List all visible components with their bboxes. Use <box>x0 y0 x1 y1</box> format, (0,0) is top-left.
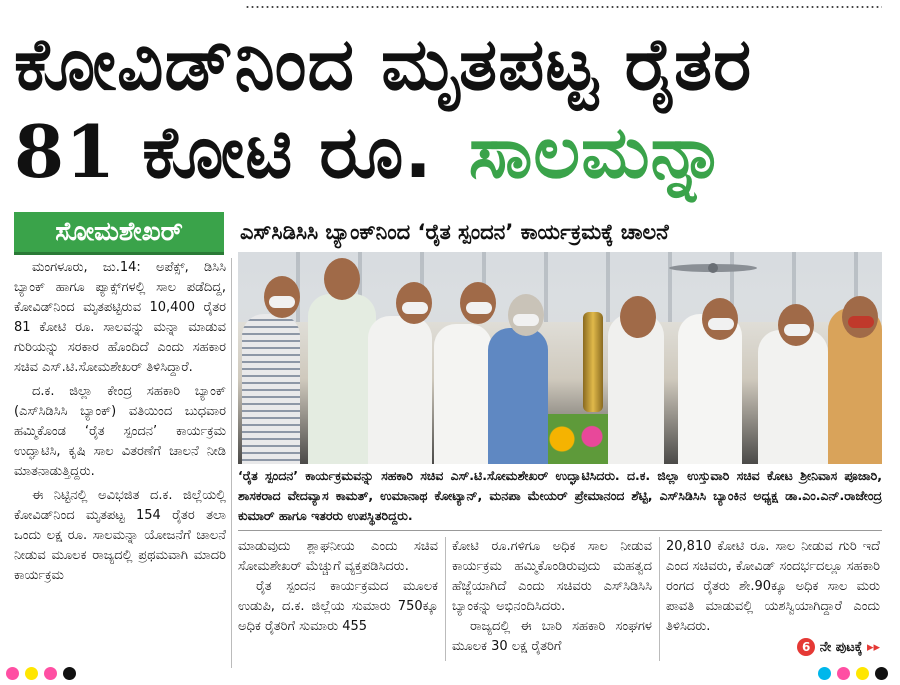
person-head <box>324 258 360 300</box>
person <box>758 330 828 464</box>
black-dot <box>875 667 888 680</box>
yellow-dot <box>25 667 38 680</box>
registration-marks-right <box>818 667 888 681</box>
headline-line-1: ಕೋವಿಡ್‌ನಿಂದ ಮೃತಪಟ್ಟ ರೈತರ <box>14 22 753 106</box>
ceiling-fan-icon <box>668 258 758 278</box>
page-number-badge: 6 <box>797 638 815 656</box>
headline-line-2 <box>14 104 886 200</box>
face-mask <box>269 296 295 308</box>
headline-loan-waiver: ಸಾಲಮನ್ನಾ <box>468 110 727 194</box>
article-column-3 <box>452 537 652 661</box>
person <box>434 324 492 464</box>
yellow-dot <box>856 667 869 680</box>
face-mask <box>466 302 492 314</box>
person-head <box>620 296 656 338</box>
event-photo <box>238 252 882 464</box>
paragraph: 20,810 ಕೋಟಿ ರೂ. ಸಾಲ ನೀಡುವ ಗುರಿ ಇದೆ ಎಂದ ಸಚಿವರು, ಕೋವಿಡ್ ಸಂದರ್ಭದಲ್ಲೂ ಸಹಕಾರಿ ರಂಗದ ರೈತರು ಶೇ.90ಕ್ಕೂ ಅಧಿಕ ಸಾಲ ಮರು ಪಾವತಿ ಮಾಡುವಲ್ಲಿ ಯಶಸ್ವಿಯಾಗಿದ್ದಾರೆ ಎಂದು ತಿಳಿಸಿದರು. <box>666 539 880 634</box>
article-column-2 <box>238 537 438 661</box>
column-divider <box>659 537 660 661</box>
column-divider <box>231 258 232 668</box>
person <box>488 328 548 464</box>
paragraph: ಈ ನಿಟ್ಟಿನಲ್ಲಿ ಅವಿಭಜಿತ ದ.ಕ. ಜಿಲ್ಲೆಯಲ್ಲಿ ಕೋವಿಡ್‌ನಿಂದ ಮೃತಪಟ್ಟ 154 ರೈತರ ತಲಾ ಒಂದು ಲಕ್ಷ ರೂ. ಸಾಲಮನ್ನಾ ಯೋಜನೆಗೆ ಚಾಲನೆ ನೀಡುವ ಮೂಲಕ ರಾಜ್ಯದಲ್ಲಿ ಪ್ರಥಮವಾಗಿ ಮಾದರಿ ಕಾರ್ಯಕ್ರಮ <box>14 488 226 583</box>
column-divider <box>445 537 446 661</box>
paragraph: ಕೋಟಿ ರೂ.ಗಳಿಗೂ ಅಧಿಕ ಸಾಲ ನೀಡುವ ಕಾರ್ಯಕ್ರಮ ಹಮ್ಮಿಕೊಂಡಿರುವುದು ಮಹತ್ವದ ಹೆಜ್ಜೆಯಾಗಿದೆ ಎಂದು ಸಚಿವರು ಎಸ್‌ಸಿಡಿಸಿಸಿ ಬ್ಯಾಂಕನ್ನು ಅಭಿನಂದಿಸಿದರು. <box>452 539 652 614</box>
paragraph: ದ.ಕ. ಜಿಲ್ಲಾ ಕೇಂದ್ರ ಸಹಕಾರಿ ಬ್ಯಾಂಕ್ (ಎಸ್‌ಸಿಡಿಸಿಸಿ ಬ್ಯಾಂಕ್) ವತಿಯಿಂದ ಬುಧವಾರ ಹಮ್ಮಿಕೊಂಡ ‘ರೈತ ಸ್ಪಂದನ’ ಕಾರ್ಯಕ್ರಮ ಉದ್ಘಾಟಿಸಿ, ಕೃಷಿ ಸಾಲ ವಿತರಣೆಗೆ ಚಾಲನೆ ನೀಡಿ ಮಾತನಾಡುತ್ತಿದ್ದರು. <box>14 384 226 479</box>
face-mask <box>708 318 734 330</box>
face-mask <box>848 316 874 328</box>
face-mask <box>402 302 428 314</box>
arrow-icon: ▸▸ <box>866 640 880 655</box>
continued-label: ನೇ ಪುಟಕ್ಕೆ <box>819 640 863 655</box>
magenta-dot <box>837 667 850 680</box>
article-column-1 <box>14 258 226 668</box>
magenta-dot <box>6 667 19 680</box>
person <box>242 314 300 464</box>
face-mask <box>784 324 810 336</box>
person <box>368 316 432 464</box>
person <box>308 294 376 464</box>
black-dot <box>63 667 76 680</box>
headline-crore: ಕೋಟಿ ರೂ. <box>142 110 433 194</box>
face-mask <box>513 314 539 326</box>
paragraph: ರಾಜ್ಯದಲ್ಲಿ ಈ ಬಾರಿ ಸಹಕಾರಿ ಸಂಘಗಳ ಮೂಲಕ 30 ಲಕ್ಷ ರೈತರಿಗೆ <box>452 619 652 654</box>
paragraph: ಮಾಡುವುದು ಶ್ಲಾಘನೀಯ ಎಂದು ಸಚಿವ ಸೋಮಶೇಖರ್ ಮೆಚ್ಚುಗೆ ವ್ಯಕ್ತಪಡಿಸಿದರು. <box>238 539 438 574</box>
continued-on-page <box>797 638 880 656</box>
registration-marks-left <box>6 667 76 681</box>
reporter-byline: ಸೋಮಶೇಖರ್ <box>14 212 224 255</box>
top-dotted-rule <box>245 5 882 9</box>
magenta-dot <box>44 667 57 680</box>
paragraph: ಮಂಗಳೂರು, ಜು.14: ಅಪೆಕ್ಸ್, ಡಿಸಿಸಿ ಬ್ಯಾಂಕ್ ಹಾಗೂ ಪ್ಯಾಕ್ಸ್‌ಗಳಲ್ಲಿ ಸಾಲ ಪಡೆದಿದ್ದ, ಕೋವಿಡ್‌ನಿಂದ ಮೃತಪಟ್ಟಿರುವ 10,400 ರೈತರ 81 ಕೋಟಿ ರೂ. ಸಾಲವನ್ನು ಮನ್ನಾ ಮಾಡುವ ಗುರಿಯನ್ನು ಸರಕಾರ ಹೊಂದಿದೆ ಎಂದು ಸಹಕಾರ ಸಚಿವ ಎಸ್.ಟಿ.ಸೋಮಶೇಖರ್ ತಿಳಿಸಿದ್ದಾರೆ. <box>14 260 226 375</box>
headline-amount: 81 <box>14 109 117 194</box>
subheadline: ಎಸ್‌ಸಿಡಿಸಿಸಿ ಬ್ಯಾಂಕ್‌ನಿಂದ ‘ರೈತ ಸ್ಪಂದನ’ ಕಾರ್ಯಕ್ರಮಕ್ಕೆ ಚಾಲನೆ <box>240 220 669 244</box>
ceremonial-lamp <box>583 312 603 412</box>
photo-caption: ‘ರೈತ ಸ್ಪಂದನ’ ಕಾರ್ಯಕ್ರಮವನ್ನು ಸಹಕಾರಿ ಸಚಿವ ಎಸ್.ಟಿ.ಸೋಮಶೇಖರ್ ಉದ್ಘಾಟಿಸಿದರು. ದ.ಕ. ಜಿಲ್ಲಾ ಉಸ್ತುವಾರಿ ಸಚಿವ ಕೋಟ ಶ್ರೀನಿವಾಸ ಪೂಜಾರಿ, ಶಾಸಕರಾದ ವೇದವ್ಯಾಸ ಕಾಮತ್, ಉಮಾನಾಥ ಕೋಟ್ಯಾನ್, ಮನಪಾ ಮೇಯರ್ ಪ್ರೇಮಾನಂದ ಶೆಟ್ಟಿ, ಎಸ್‌ಸಿಡಿಸಿಸಿ ಬ್ಯಾಂಕಿನ ಅಧ್ಯಕ್ಷ ಡಾ.ಎಂ.ಎನ್.ರಾಜೇಂದ್ರ ಕುಮಾರ್ ಹಾಗೂ ಇತರರು ಉಪಸ್ಥಿತರಿದ್ದರು. <box>238 466 882 531</box>
cyan-dot <box>818 667 831 680</box>
paragraph: ರೈತ ಸ್ಪಂದನ ಕಾರ್ಯಕ್ರಮದ ಮೂಲಕ ಉಡುಪಿ, ದ.ಕ. ಜಿಲ್ಲೆಯ ಸುಮಾರು 750ಕ್ಕೂ ಅಧಿಕ ರೈತರಿಗೆ ಸುಮಾರು 455 <box>238 579 438 634</box>
